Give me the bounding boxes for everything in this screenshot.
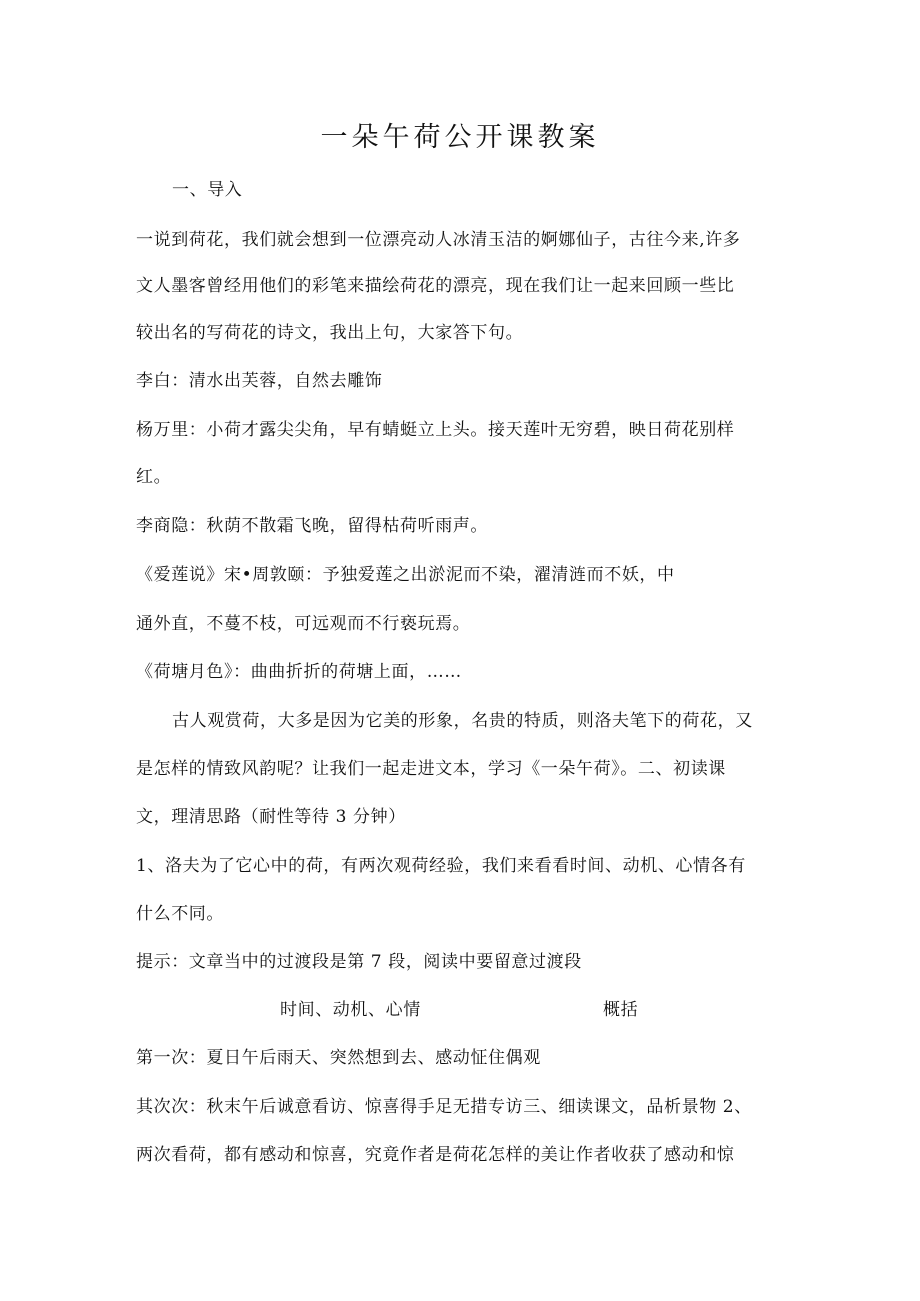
transition-paragraph-line-1: 古人观赏荷，大多是因为它美的形象，名贵的特质，则洛夫笔下的荷花，又 bbox=[172, 711, 753, 731]
table-header-summary: 概括 bbox=[603, 1000, 639, 1020]
question-1-line-1: 1、洛夫为了它心中的荷，有两次观荷经验，我们来看看时间、动机、心情各有 bbox=[136, 856, 746, 876]
intro-paragraph-line-1: 一说到荷花，我们就会想到一位漂亮动人冰清玉洁的婀娜仙子，古往今来,许多 bbox=[136, 230, 741, 250]
poem-li-shangyin: 李商隐：秋荫不散霜飞晚，留得枯荷听雨声。 bbox=[136, 516, 488, 536]
poem-li-bai: 李白：清水出芙蓉，自然去雕饰 bbox=[136, 371, 383, 391]
poem-ailian-line-2: 通外直，不蔓不枝，可远观而不行亵玩焉。 bbox=[136, 614, 471, 634]
transition-paragraph-line-3: 文，理清思路（耐性等待 3 分钟） bbox=[136, 807, 406, 827]
poem-yang-wanli-line-2: 红。 bbox=[136, 467, 172, 487]
poem-yang-wanli-line-1: 杨万里：小荷才露尖尖角，早有蜻蜓立上头。接天莲叶无穷碧，映日荷花别样 bbox=[136, 420, 735, 440]
intro-paragraph-line-3: 较出名的写荷花的诗文，我出上句，大家答下句。 bbox=[136, 323, 524, 343]
second-visit-line-2: 两次看荷，都有感动和惊喜，究竟作者是荷花怎样的美让作者收获了感动和惊 bbox=[136, 1145, 735, 1165]
table-header-time-motive-mood: 时间、动机、心情 bbox=[280, 1000, 421, 1020]
poem-hetang: 《荷塘月色》：曲曲折折的荷塘上面，…… bbox=[136, 662, 462, 682]
first-visit-line: 第一次：夏日午后雨天、突然想到去、感动怔住偶观 bbox=[136, 1048, 541, 1068]
hint-text: 提示：文章当中的过渡段是第 7 段，阅读中要留意过渡段 bbox=[136, 952, 582, 972]
second-visit-line-1: 其次次：秋末午后诚意看访、惊喜得手足无措专访三、细读课文，品析景物 2、 bbox=[136, 1097, 752, 1117]
document-title: 一朵午荷公开课教案 bbox=[320, 122, 600, 153]
section-heading-intro: 一、导入 bbox=[172, 180, 243, 200]
intro-paragraph-line-2: 文人墨客曾经用他们的彩笔来描绘荷花的漂亮，现在我们让一起来回顾一些比 bbox=[136, 276, 735, 296]
question-1-line-2: 什么不同。 bbox=[136, 904, 224, 924]
poem-ailian-line-1: 《爱莲说》宋•周敦颐：予独爱莲之出淤泥而不染，濯清涟而不妖，中 bbox=[136, 565, 675, 585]
transition-paragraph-line-2: 是怎样的情致风韵呢？让我们一起走进文本，学习《一朵午荷》。二、初读课 bbox=[136, 759, 726, 779]
